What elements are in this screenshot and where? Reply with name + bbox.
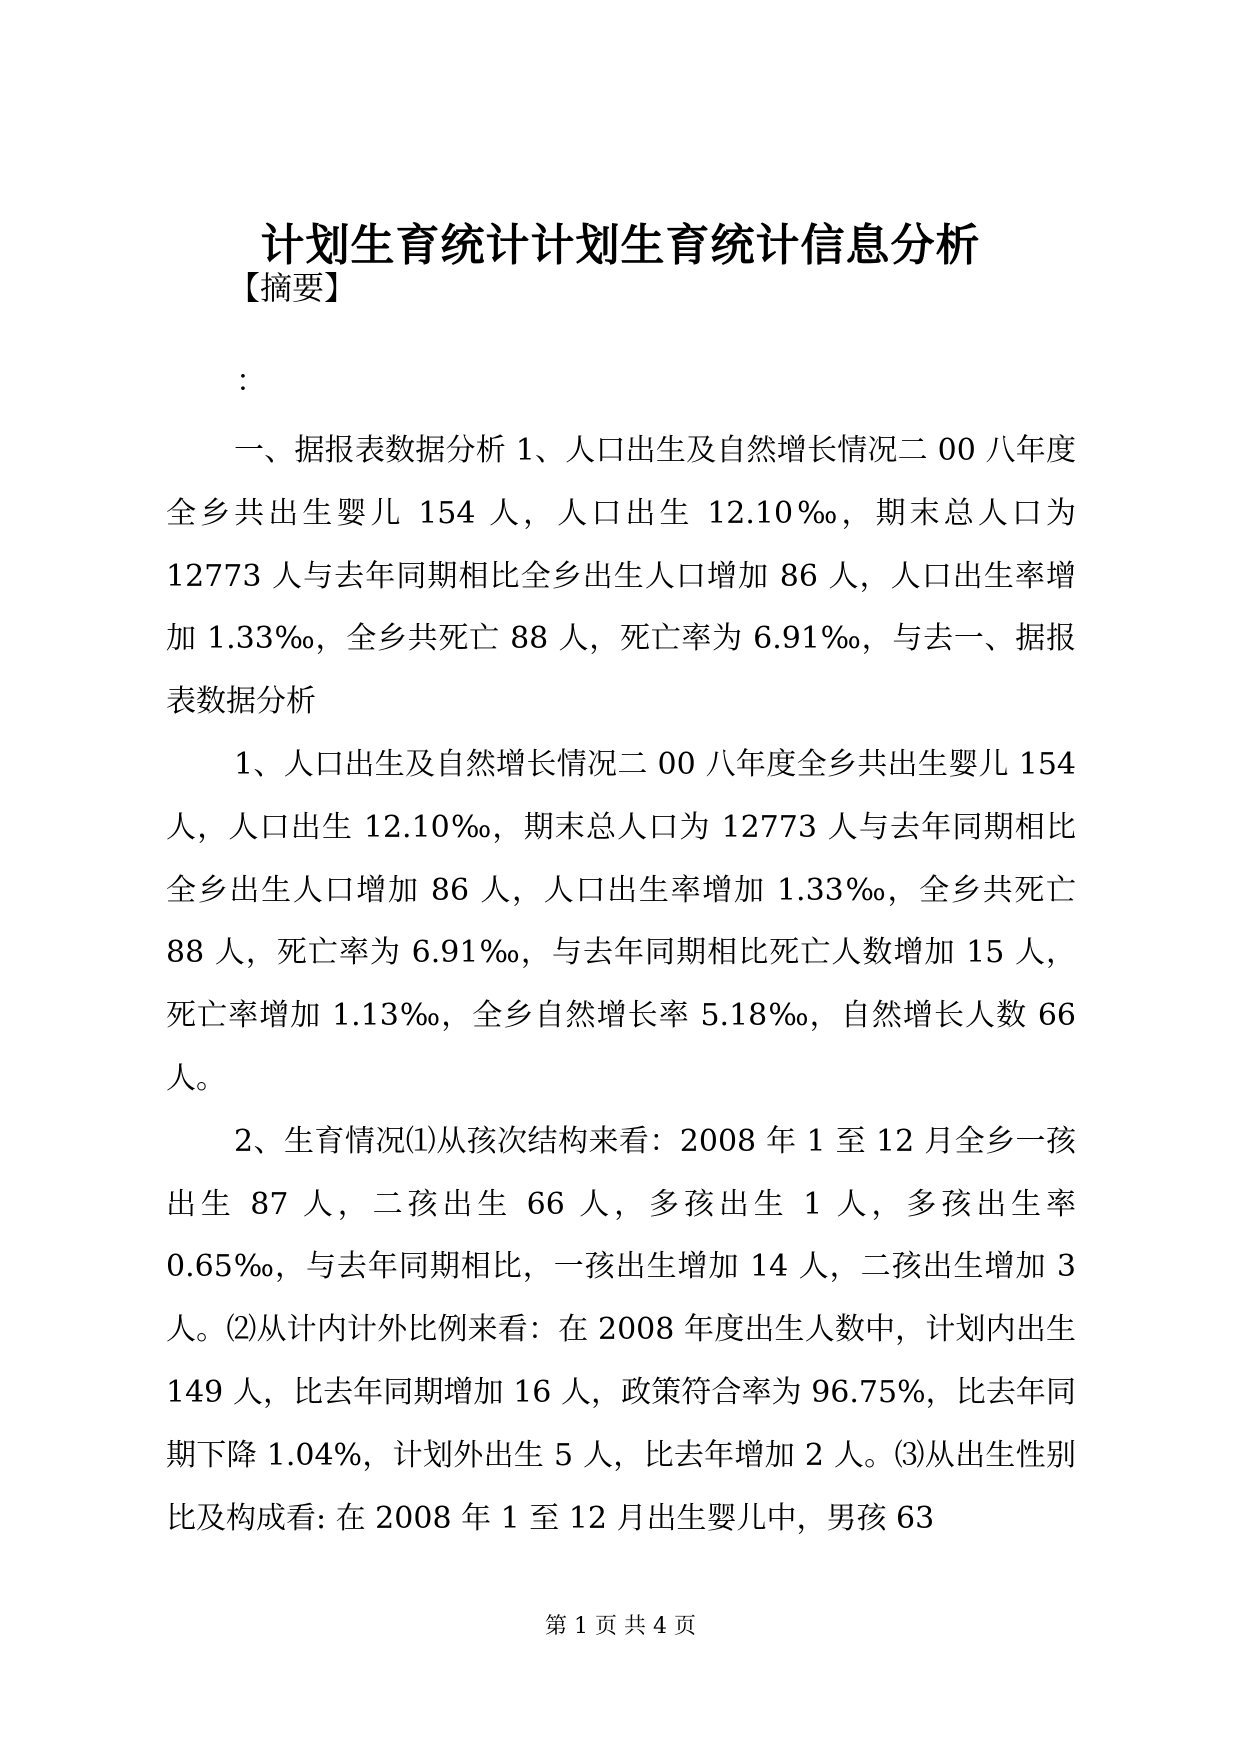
document-title: 计划生育统计计划生育统计信息分析 bbox=[260, 220, 981, 271]
document-body bbox=[166, 420, 1076, 1550]
abstract-label: 【摘要】 bbox=[228, 269, 357, 307]
paragraph-1: 一、据报表数据分析 1、人口出生及自然增长情况二 00 八年度全乡共出生婴儿 154 人，人口出生 12.10‰，期末总人口为 12773 人与去年同期相比全乡出生人口增加 86 人，人口出生率增加 1.33‰，全乡共死亡 88 人，死亡率为 6.91‰，与去一、据报表数据分析 bbox=[166, 433, 1076, 720]
paragraph-2: 1、人口出生及自然增长情况二 00 八年度全乡共出生婴儿 154 人，人口出生 12.10‰，期末总人口为 12773 人与去年同期相比全乡出生人口增加 86 人，人口出生率增加 1.33‰，全乡共死亡 88 人，死亡率为 6.91‰，与去年同期相比死亡人数增加 15 人，死亡率增加 1.13‰，全乡自然增长率 5.18‰，自然增长人数 66 人。 bbox=[166, 746, 1076, 1096]
abstract-colon: ： bbox=[236, 364, 266, 399]
paragraph-3: 2、生育情况⑴从孩次结构来看：2008 年 1 至 12 月全乡一孩出生 87 人，二孩出生 66 人，多孩出生 1 人，多孩出生率 0.65‰，与去年同期相比，一孩出生增加 14 人，二孩出生增加 3 人。⑵从计内计外比例来看：在 2008 年度出生人数中，计划内出生 149 人，比去年同期增加 16 人，政策符合率为 96.75%，比去年同期下降 1.04%，计划外出生 5 人，比去年增加 2 人。⑶从出生性别比及构成看: 在 2008 年 1 至 12 月出生婴儿中，男孩 63 bbox=[166, 1123, 1076, 1536]
page-footer: 第 1 页 共 4 页 bbox=[545, 1614, 696, 1639]
